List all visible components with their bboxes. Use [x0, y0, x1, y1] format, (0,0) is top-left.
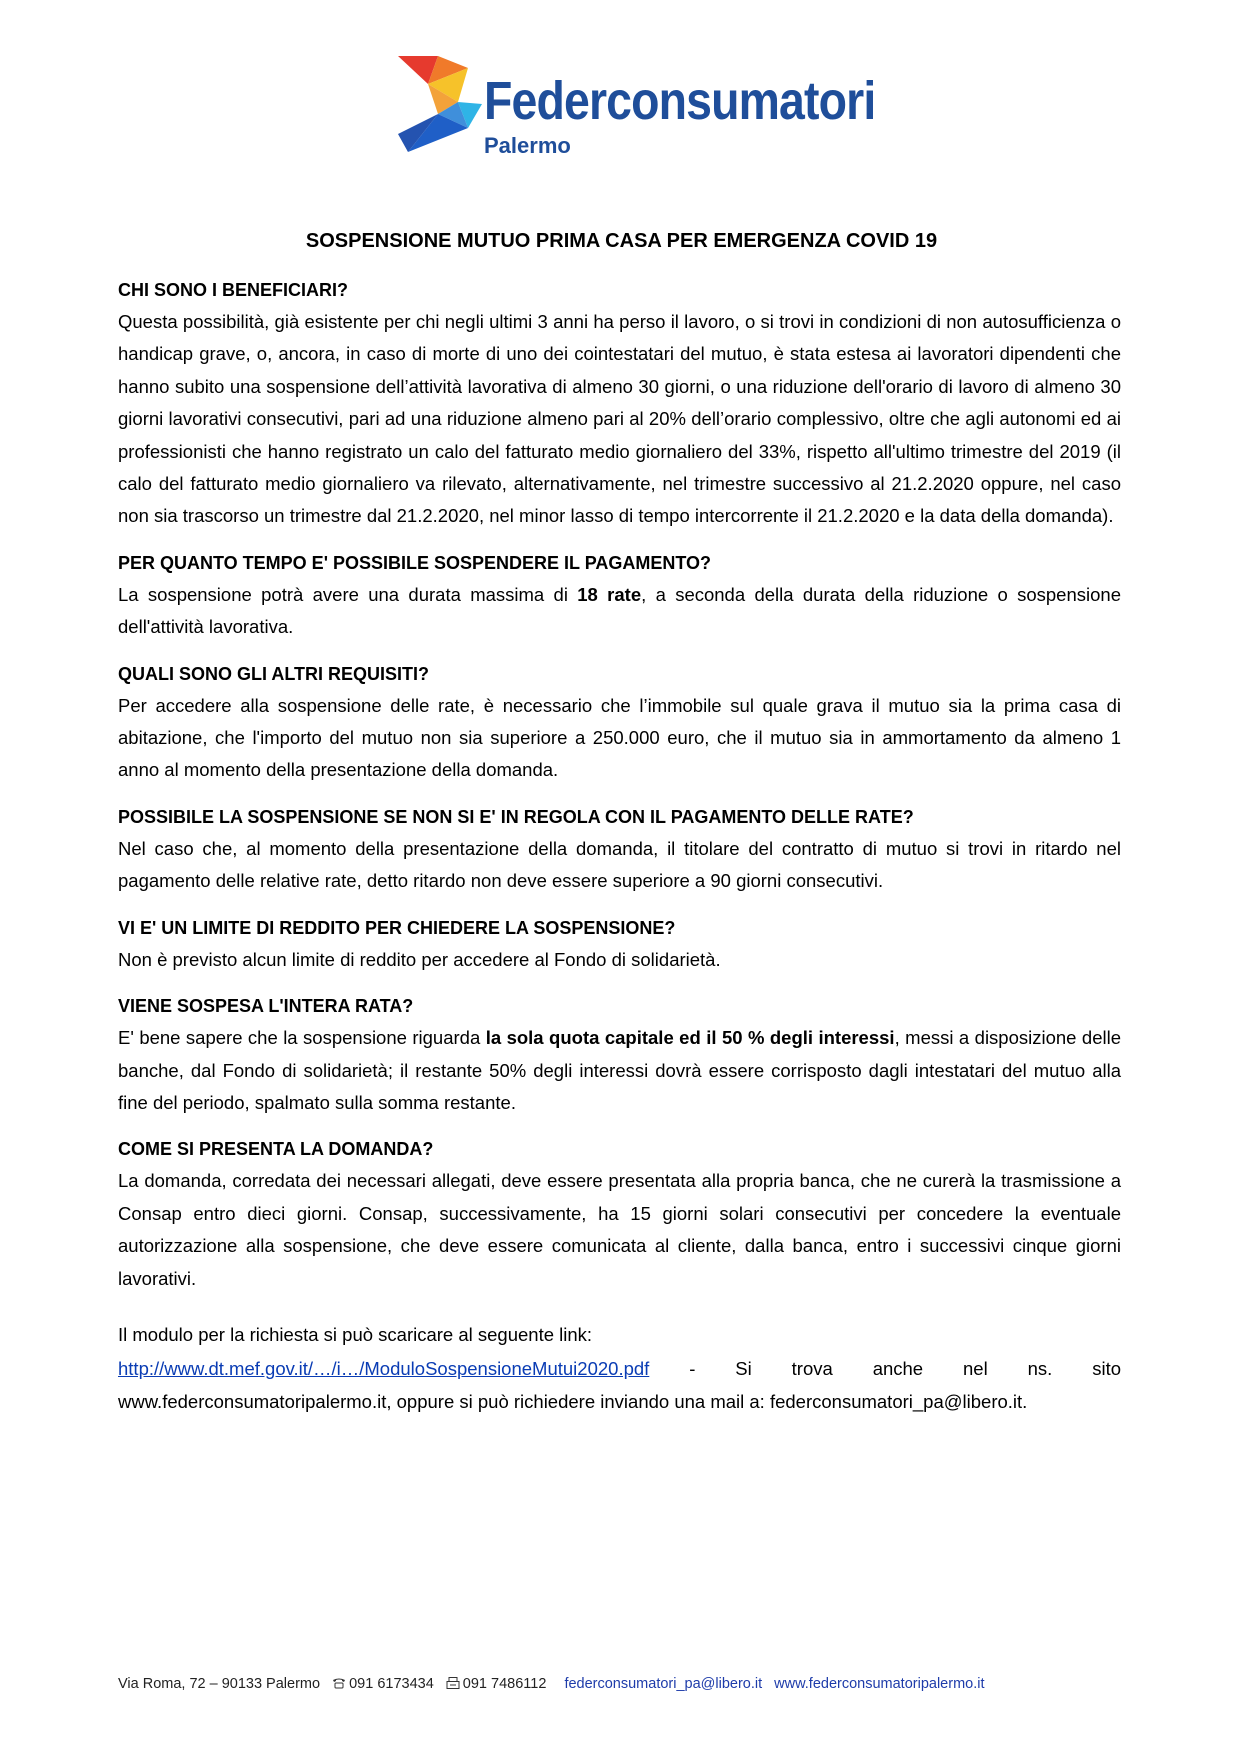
footer-address: Via Roma, 72 – 90133 Palermo — [118, 1676, 321, 1692]
fax-icon — [446, 1677, 460, 1689]
phone-icon — [332, 1677, 346, 1689]
section-domanda — [118, 1136, 1121, 1295]
section-download — [118, 1319, 1121, 1418]
section-heading: VIENE SOSPESA L'INTERA RATA? — [118, 996, 414, 1017]
section-text: Per accedere alla sospensione delle rate, è necessario che l’immobile sul quale grava il mutuo sia la prima casa di abitazione, che l'importo del mutuo non sia superiore a 250.000 euro, che il mutuo sia in ammortamento da almeno 1 anno al momento della presentazione della domanda. — [118, 694, 1121, 781]
download-text — [118, 1353, 1121, 1418]
logo-city: Palermo — [484, 133, 571, 158]
footer-website-link[interactable]: www.federconsumatoripalermo.it — [774, 1676, 985, 1692]
document-body — [118, 230, 1121, 1435]
section-beneficiari — [118, 277, 1121, 533]
section-text: La domanda, corredata dei necessari allegati, deve essere presentata alla propria banca, che ne curerà la trasmissione a Consap entro dieci giorni. Consap, successivamente, ha 15 giorni solari consecutivi per concedere la eventuale autorizzazione alla sospensione, che deve essere comunicata al cliente, dalla banca, entro i successivi cinque giorni lavorativi. — [118, 1170, 1121, 1289]
section-heading: POSSIBILE LA SOSPENSIONE SE NON SI E' IN REGOLA CON IL PAGAMENTO DELLE RATE? — [118, 806, 914, 827]
section-reddito — [118, 915, 1121, 976]
section-text: Non è previsto alcun limite di reddito per accedere al Fondo di solidarietà. — [118, 948, 721, 970]
section-text: Nel caso che, al momento della presentazione della domanda, il titolare del contratto di mutuo si trovi in ritardo nel pagamento delle relative rate, detto ritardo non deve essere superiore a 90 giorni consecutivi. — [118, 837, 1121, 892]
text-bold: la sola quota capitale ed il 50 % degli interessi — [485, 1027, 895, 1049]
section-requisiti — [118, 661, 1121, 787]
section-heading: COME SI PRESENTA LA DOMANDA? — [118, 1139, 434, 1160]
download-after: - Si trova anche nel ns. sito www.federconsumatoripalermo.it, oppure si può richiedere inviando una mail a: federconsumatori_pa@libero.it. — [118, 1358, 1121, 1412]
logo-mark-icon — [398, 56, 482, 152]
footer-phone: 091 6173434 — [349, 1676, 434, 1692]
document-title: SOSPENSIONE MUTUO PRIMA CASA PER EMERGENZA COVID 19 — [305, 230, 938, 252]
footer-email-link[interactable]: federconsumatori_pa@libero.it — [564, 1676, 763, 1692]
section-intera-rata — [118, 993, 1121, 1119]
page-footer — [118, 1676, 1123, 1692]
section-text — [118, 1022, 1121, 1119]
text-bold: 18 rate — [577, 583, 642, 605]
text-part: , a seconda della durata della riduzione o sospensione dell'attività lavorativa. — [118, 583, 1121, 638]
section-heading: CHI SONO I BENEFICIARI? — [118, 280, 349, 300]
section-heading: PER QUANTO TEMPO E' POSSIBILE SOSPENDERE IL PAGAMENTO? — [118, 552, 712, 573]
section-durata — [118, 550, 1121, 644]
text-part: , messi a disposizione delle banche, dal Fondo di solidarietà; il restante 50% degli interessi dovrà essere corrisposto dagli intestatari del mutuo alla fine del periodo, spalmato sulla somma restante. — [118, 1027, 1121, 1113]
download-intro: Il modulo per la richiesta si può scaricare al seguente link: — [118, 1323, 593, 1345]
section-text — [118, 579, 1121, 644]
download-link[interactable]: http://www.dt.mef.gov.it/…/i…/ModuloSospensioneMutui2020.pdf — [118, 1358, 650, 1380]
section-heading: QUALI SONO GLI ALTRI REQUISITI? — [118, 663, 429, 684]
section-text: Questa possibilità, già esistente per chi negli ultimi 3 anni ha perso il lavoro, o si trovi in condizioni di non autosufficienza o handicap grave, o, ancora, in caso di morte di uno dei cointestatari del mutuo, è stata estesa ai lavoratori dipendenti che hanno subito una sospensione dell’attività lavorativa di almeno 30 giorni, o una riduzione dell'orario di lavoro di almeno 30 giorni lavorativi consecutivi, pari ad una riduzione almeno pari al 20% dell’orario complessivo, oltre che agli autonomi ed ai professionisti che hanno registrato un calo del fatturato medio giornaliero del 33%, rispetto all'ultimo trimestre del 2019 (il calo del fatturato medio giornaliero va rilevato, alternativamente, nel trimestre successivo al 21.2.2020 oppure, nel caso non sia trascorso un trimestre dal 21.2.2020, nel minor lasso di tempo intercorrente il 21.2.2020 e la data della domanda). — [118, 311, 1121, 527]
text-part: E' bene sapere che la sospensione riguarda — [118, 1027, 486, 1049]
logo-brand-name: Federconsumatori — [484, 71, 876, 131]
footer-fax: 091 7486112 — [462, 1676, 547, 1692]
section-ritardo — [118, 804, 1121, 898]
text-part: La sospensione potrà avere una durata massima di — [118, 583, 578, 605]
section-heading: VI E' UN LIMITE DI REDDITO PER CHIEDERE LA SOSPENSIONE? — [118, 917, 676, 938]
federconsumatori-logo — [398, 56, 876, 166]
